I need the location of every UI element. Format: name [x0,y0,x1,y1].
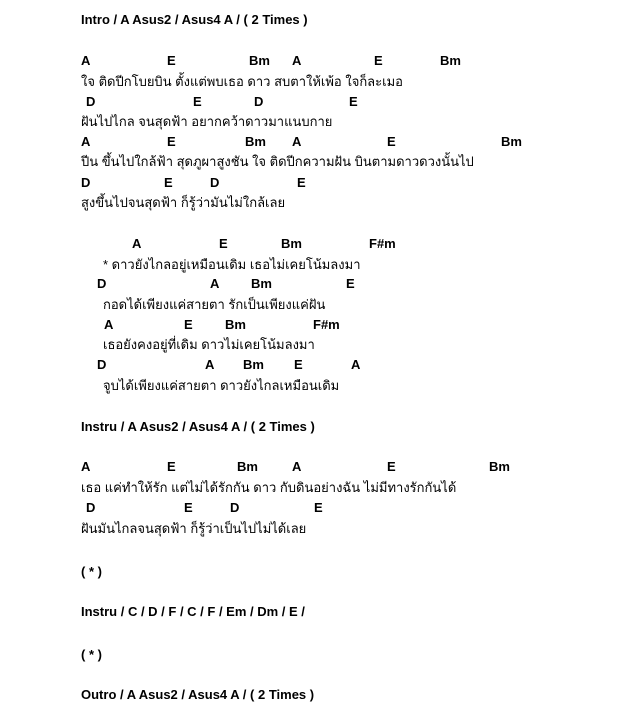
chorus-chord: A [205,357,215,372]
verse1-chord: Bm [440,53,461,68]
verse1-chord: E [374,53,383,68]
chorus-chord: A [132,236,142,251]
chorus-chord: Bm [243,357,264,372]
verse2-lyric-line: ฝันมันไกลจนสุดฟ้า ก็รู้ว่าเป็นไปไม่ได้เลย [81,521,307,536]
verse2-lyric-line: เธอ แค่ทำให้รัก แต่ไม่ได้รักกัน ดาว กับดินอย่างฉัน ไม่มีทางรักกันได้ [81,480,457,495]
verse2-chord: E [184,500,193,515]
chorus-chord: F#m [313,317,340,332]
instru-line: Instru / A Asus2 / Asus4 A / ( 2 Times ) [81,419,315,434]
verse2-chord: Bm [489,459,510,474]
verse1-chord: E [349,94,358,109]
chorus-lyric-line: กอดได้เพียงแค่สายตา รักเป็นเพียงแค่ฝัน [103,297,326,312]
chorus-chord: E [184,317,193,332]
verse2-chord: E [387,459,396,474]
chorus-chord: F#m [369,236,396,251]
outro-line: Outro / A Asus2 / Asus4 A / ( 2 Times ) [81,687,315,702]
verse1-chord: E [297,175,306,190]
chorus-lyric-line: เธอยังคงอยู่ที่เดิม ดาวไม่เคยโน้มลงมา [103,337,315,352]
verse1-lyric-line: ฝันไปไกล จนสุดฟ้า อยากคว้าดาวมาแนบกาย [81,114,333,129]
verse1-chord: D [86,94,96,109]
chorus-chord: E [346,276,355,291]
instru-line-2: Instru / C / D / F / C / F / Em / Dm / E / [81,604,305,619]
verse1-chord: E [387,134,396,149]
verse2-chord: D [230,500,240,515]
intro-line: Intro / A Asus2 / Asus4 A / ( 2 Times ) [81,12,308,27]
chorus-chord: A [210,276,220,291]
chorus-chord: Bm [251,276,272,291]
verse1-chord: Bm [501,134,522,149]
verse2-chord: A [81,459,91,474]
verse1-lyric-line: ใจ ติดปีกโบยบิน ตั้งแต่พบเธอ ดาว สบตาให้เพ้อ ใจก็ละเมอ [81,74,403,89]
verse1-chord: A [292,53,302,68]
verse1-chord: E [167,53,176,68]
verse1-chord: Bm [245,134,266,149]
verse1-chord: Bm [249,53,270,68]
verse1-chord: A [81,53,91,68]
verse1-chord: D [254,94,264,109]
chorus-chord: Bm [225,317,246,332]
verse2-chord: Bm [237,459,258,474]
chorus-repeat-marker: ( * ) [81,564,102,579]
verse1-chord: A [81,134,91,149]
chorus-chord: E [219,236,228,251]
verse1-chord: A [292,134,302,149]
chorus-chord: D [97,357,107,372]
verse1-chord: E [164,175,173,190]
chorus-chord: Bm [281,236,302,251]
verse1-chord: D [81,175,91,190]
verse2-chord: D [86,500,96,515]
chorus-chord: E [294,357,303,372]
verse1-lyric-line: สูงขึ้นไปจนสุดฟ้า ก็รู้ว่ามันไม่ใกล้เลย [81,195,286,210]
verse2-chord: E [167,459,176,474]
verse1-chord: E [167,134,176,149]
verse1-chord: D [210,175,220,190]
chorus-chord: D [97,276,107,291]
chorus-lyric-line: จูบได้เพียงแค่สายตา ดาวยังไกลเหมือนเดิม [103,378,340,393]
chorus-repeat-marker-2: ( * ) [81,647,102,662]
chorus-chord: A [351,357,361,372]
verse1-chord: E [193,94,202,109]
chorus-chord: A [104,317,114,332]
verse1-lyric-line: ปีน ขึ้นไปใกล้ฟ้า สุดภูผาสูงชัน ใจ ติดปีกความฝัน บินตามดาวดวงนั้นไป [81,154,474,169]
verse2-chord: A [292,459,302,474]
verse2-chord: E [314,500,323,515]
chorus-lyric-line: * ดาวยังไกลอยู่เหมือนเดิม เธอไม่เคยโน้มลงมา [103,257,361,272]
